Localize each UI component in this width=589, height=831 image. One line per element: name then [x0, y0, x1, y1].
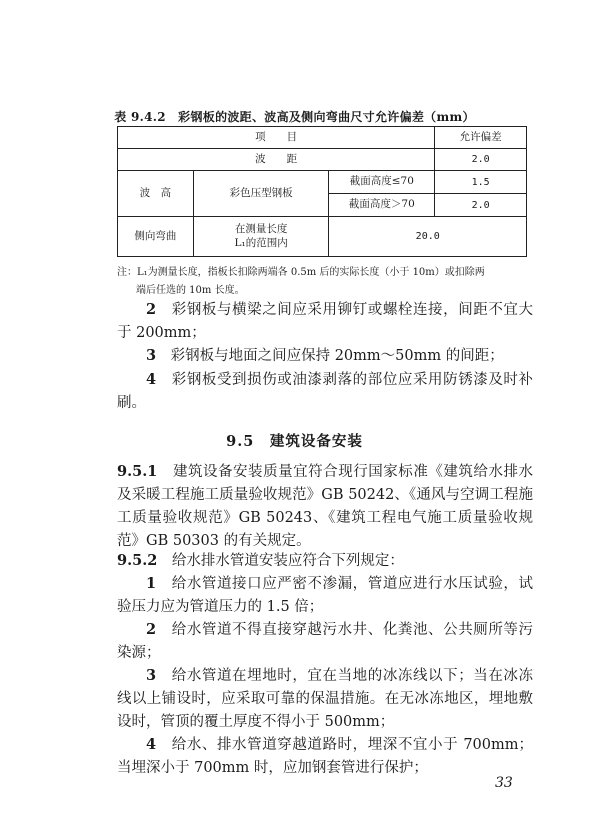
- note-line1: 注：L₁为测量长度，指板长扣除两端各 0.5m 后的实际长度（小于 10m）或扣除两: [117, 267, 485, 278]
- note-line2: 端后任选的 10m 长度。: [136, 285, 245, 296]
- table-row: [118, 171, 527, 194]
- row-sub-label: [193, 217, 329, 257]
- table-row: [118, 217, 527, 257]
- list-item: 1 给水管道接口应严密不渗漏，管道应进行水压试验，试验压力应为管道压力的 1.5 倍；: [117, 575, 534, 615]
- table-note: [117, 264, 537, 300]
- clause-text: 给水排水管道安装应符合下列规定：: [171, 553, 404, 569]
- list-item: 3 彩钢板与地面之间应保持 20mm～50mm 的间距；: [146, 347, 504, 364]
- row-condition: 截面高度≤70: [329, 171, 435, 194]
- list-item: 2 给水管道不得直接穿越污水井、化粪池、公共厕所等污染源；: [117, 621, 534, 661]
- clause-9-5-1: [117, 460, 533, 553]
- list-item: 4 彩钢板受到损伤或油漆剥落的部位应采用防锈漆及时补刷。: [117, 371, 534, 411]
- section-number: 9.5: [226, 433, 255, 450]
- page-number: 33: [495, 775, 513, 791]
- row-sub-line2: L₁的范围内: [234, 236, 288, 249]
- row-value: 2.0: [435, 149, 527, 171]
- list-item: 2 彩钢板与横梁之间应采用铆钉或螺栓连接，间距不宜大于 200mm；: [117, 301, 534, 341]
- clause-text: 建筑设备安装质量宜符合现行国家标准《建筑给水排水及采暖工程施工质量验收规范》GB 50242、《通风与空调工程施工质量验收规范》GB 50243、《建筑工程电气施工质量验收规范》GB 50303 的有关规定。: [117, 464, 534, 549]
- row-value: 1.5: [435, 171, 527, 194]
- row-value: 20.0: [329, 217, 527, 257]
- section-heading: [0, 430, 589, 451]
- row-label: 波 距: [118, 149, 435, 171]
- list-item: 3 给水管道在埋地时，宜在当地的冰冻线以下；当在冰冻线以上铺设时，应采取可靠的保温措施。在无冰冻地区，埋地敷设时，管顶的覆土厚度不得小于 500mm；: [117, 667, 534, 730]
- list-item: 4 给水、排水管道穿越道路时，埋深不宜小于 700mm；当埋深小于 700mm 时，应加钢套管进行保护；: [117, 736, 533, 776]
- table-title: 表 9.4.2 彩钢板的波距、波高及侧向弯曲尺寸允许偏差（mm）: [114, 110, 475, 124]
- table-header-row: [118, 127, 527, 149]
- tolerance-table: [117, 126, 527, 257]
- row-value: 2.0: [435, 194, 527, 217]
- table-row: [118, 149, 527, 171]
- row-sub-line1: 在测量长度: [234, 222, 288, 235]
- row-group-label: 波 高: [118, 171, 194, 217]
- row-sub-label: 彩色压型钢板: [193, 171, 329, 217]
- row-group-label: 侧向弯曲: [118, 217, 194, 257]
- header-tolerance: 允许偏差: [435, 127, 527, 149]
- section-title: 建筑设备安装: [269, 433, 363, 450]
- clause-number: 9.5.2: [117, 552, 158, 569]
- clause-number: 9.5.1: [117, 463, 158, 480]
- clause-9-5-2: [117, 549, 533, 573]
- header-item: 项 目: [118, 127, 435, 149]
- row-condition: 截面高度＞70: [329, 194, 435, 217]
